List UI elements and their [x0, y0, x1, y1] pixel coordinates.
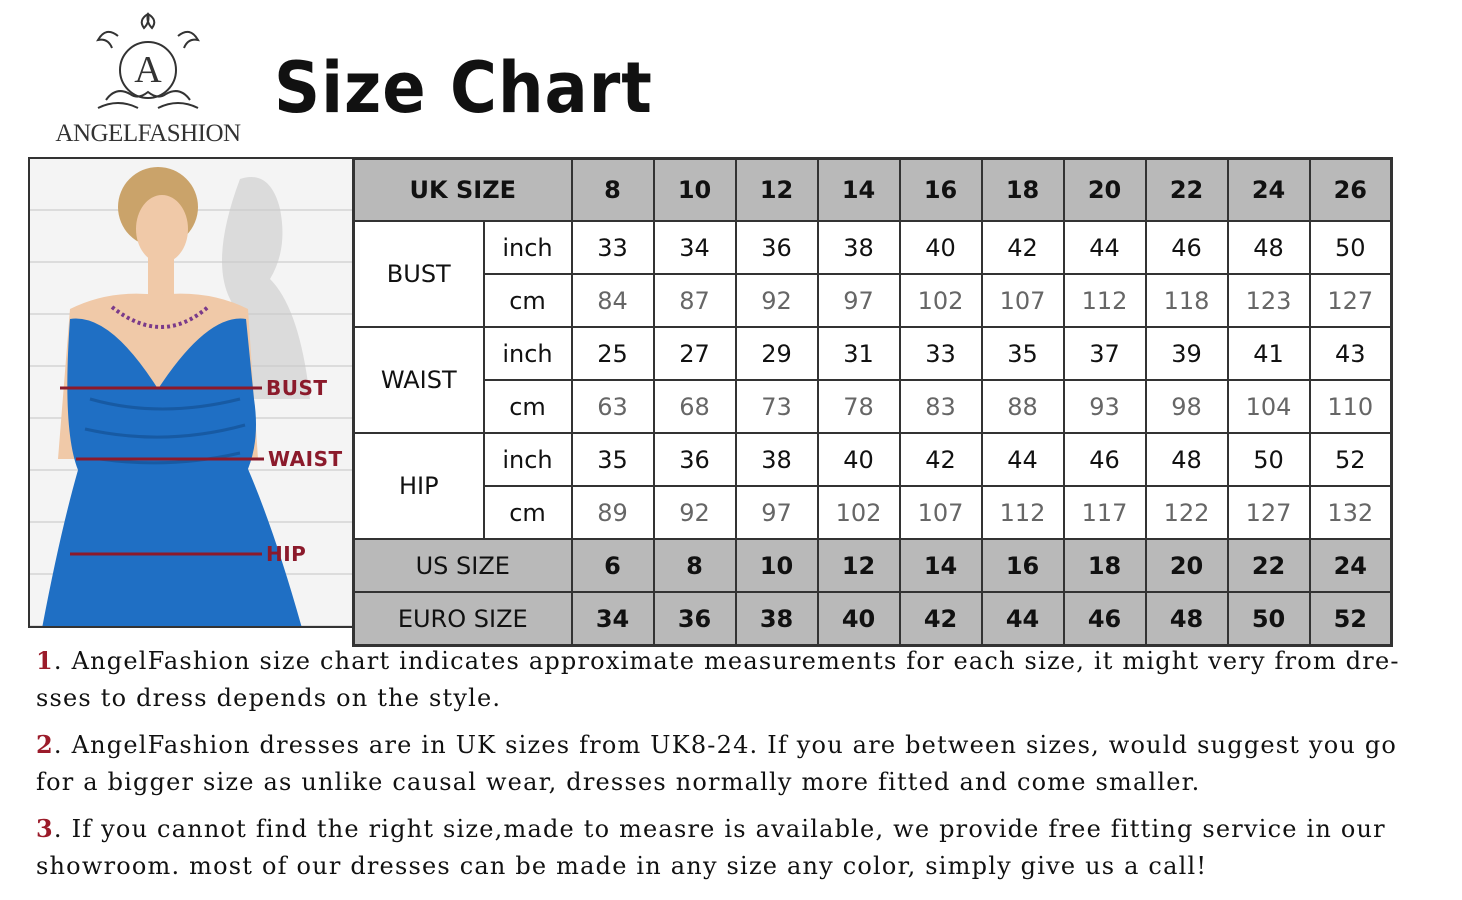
table-cell: 33 — [900, 327, 982, 380]
table-cell: 89 — [572, 486, 654, 539]
note-item — [36, 810, 1431, 885]
table-cell: 123 — [1228, 274, 1310, 327]
table-cell: 35 — [982, 327, 1064, 380]
table-cell: 40 — [900, 221, 982, 274]
table-cell: 52 — [1310, 592, 1392, 646]
waist-header: WAIST — [354, 327, 484, 433]
table-cell: 18 — [982, 159, 1064, 222]
monogram-letter: A — [134, 49, 162, 91]
hip-cm-row — [354, 486, 1392, 539]
table-cell: 40 — [818, 433, 900, 486]
table-cell: 40 — [818, 592, 900, 646]
table-cell: 34 — [654, 221, 736, 274]
note-text: . If you cannot find the right size,made to measre is available, we provide free fitting service in our showroom. most of our dresses can be made in any size any color, simply give us a call! — [36, 815, 1386, 880]
us-size-header: US SIZE — [354, 539, 572, 592]
hip-inch-row — [354, 433, 1392, 486]
table-cell: 31 — [818, 327, 900, 380]
us-size-row — [354, 539, 1392, 592]
table-cell: 46 — [1064, 592, 1146, 646]
table-cell: 16 — [900, 159, 982, 222]
table-cell: 18 — [1064, 539, 1146, 592]
table-cell: 110 — [1310, 380, 1392, 433]
table-cell: 14 — [900, 539, 982, 592]
table-cell: 107 — [982, 274, 1064, 327]
table-cell: 44 — [982, 592, 1064, 646]
table-cell: 92 — [654, 486, 736, 539]
uk-size-row — [354, 159, 1392, 222]
table-cell: 48 — [1146, 433, 1228, 486]
table-cell: 27 — [654, 327, 736, 380]
table-cell: 22 — [1228, 539, 1310, 592]
table-cell: 84 — [572, 274, 654, 327]
unit-label: cm — [484, 274, 572, 327]
bust-cm-row — [354, 274, 1392, 327]
table-cell: 42 — [982, 221, 1064, 274]
table-cell: 41 — [1228, 327, 1310, 380]
unit-label: inch — [484, 221, 572, 274]
waist-label: WAIST — [268, 447, 343, 471]
table-cell: 12 — [818, 539, 900, 592]
table-cell: 48 — [1146, 592, 1228, 646]
table-cell: 50 — [1228, 433, 1310, 486]
table-cell: 122 — [1146, 486, 1228, 539]
table-cell: 118 — [1146, 274, 1228, 327]
table-cell: 112 — [982, 486, 1064, 539]
table-cell: 73 — [736, 380, 818, 433]
table-cell: 10 — [654, 159, 736, 222]
table-cell: 36 — [654, 433, 736, 486]
table-cell: 38 — [818, 221, 900, 274]
page-title: Size Chart — [274, 48, 653, 130]
unit-label: inch — [484, 433, 572, 486]
table-cell: 42 — [900, 592, 982, 646]
hip-header: HIP — [354, 433, 484, 539]
table-cell: 37 — [1064, 327, 1146, 380]
note-text: . AngelFashion dresses are in UK sizes from UK8-24. If you are between sizes, would suggest you go for a bigger size as unlike causal wear, dresses normally more fitted and come smaller. — [36, 731, 1398, 796]
note-item — [36, 642, 1431, 717]
table-cell: 12 — [736, 159, 818, 222]
note-number: 3 — [36, 814, 54, 843]
table-cell: 92 — [736, 274, 818, 327]
bust-label: BUST — [266, 376, 328, 400]
table-cell: 36 — [654, 592, 736, 646]
size-notes — [36, 642, 1431, 894]
table-cell: 24 — [1310, 539, 1392, 592]
brand-name: ANGELFASHION — [55, 120, 241, 147]
table-cell: 42 — [900, 433, 982, 486]
bust-header: BUST — [354, 221, 484, 327]
table-cell: 43 — [1310, 327, 1392, 380]
waist-cm-row — [354, 380, 1392, 433]
table-cell: 39 — [1146, 327, 1228, 380]
table-cell: 88 — [982, 380, 1064, 433]
table-cell: 8 — [654, 539, 736, 592]
table-cell: 44 — [1064, 221, 1146, 274]
unit-label: cm — [484, 486, 572, 539]
table-cell: 102 — [818, 486, 900, 539]
euro-size-header: EURO SIZE — [354, 592, 572, 646]
note-number: 1 — [36, 646, 54, 675]
table-cell: 38 — [736, 592, 818, 646]
table-cell: 36 — [736, 221, 818, 274]
table-cell: 20 — [1064, 159, 1146, 222]
table-cell: 127 — [1310, 274, 1392, 327]
table-cell: 52 — [1310, 433, 1392, 486]
table-cell: 50 — [1310, 221, 1392, 274]
euro-size-row — [354, 592, 1392, 646]
note-item — [36, 726, 1431, 801]
table-cell: 34 — [572, 592, 654, 646]
unit-label: cm — [484, 380, 572, 433]
table-cell: 104 — [1228, 380, 1310, 433]
table-cell: 25 — [572, 327, 654, 380]
uk-size-header: UK SIZE — [354, 159, 572, 222]
table-cell: 93 — [1064, 380, 1146, 433]
waist-inch-row — [354, 327, 1392, 380]
table-cell: 33 — [572, 221, 654, 274]
table-cell: 24 — [1228, 159, 1310, 222]
table-cell: 97 — [736, 486, 818, 539]
table-cell: 117 — [1064, 486, 1146, 539]
table-cell: 46 — [1146, 221, 1228, 274]
table-cell: 63 — [572, 380, 654, 433]
table-cell: 68 — [654, 380, 736, 433]
table-cell: 87 — [654, 274, 736, 327]
table-cell: 97 — [818, 274, 900, 327]
table-cell: 14 — [818, 159, 900, 222]
table-cell: 48 — [1228, 221, 1310, 274]
table-cell: 44 — [982, 433, 1064, 486]
table-cell: 50 — [1228, 592, 1310, 646]
table-cell: 20 — [1146, 539, 1228, 592]
table-cell: 6 — [572, 539, 654, 592]
table-cell: 132 — [1310, 486, 1392, 539]
table-cell: 83 — [900, 380, 982, 433]
note-number: 2 — [36, 730, 54, 759]
table-cell: 107 — [900, 486, 982, 539]
table-cell: 26 — [1310, 159, 1392, 222]
table-cell: 29 — [736, 327, 818, 380]
table-cell: 8 — [572, 159, 654, 222]
unit-label: inch — [484, 327, 572, 380]
table-cell: 22 — [1146, 159, 1228, 222]
table-cell: 98 — [1146, 380, 1228, 433]
angel-crest-icon — [88, 8, 208, 123]
table-cell: 35 — [572, 433, 654, 486]
table-cell: 112 — [1064, 274, 1146, 327]
table-cell: 38 — [736, 433, 818, 486]
bust-inch-row — [354, 221, 1392, 274]
brand-logo — [38, 8, 258, 148]
table-cell: 78 — [818, 380, 900, 433]
model-figure — [28, 157, 352, 628]
table-cell: 102 — [900, 274, 982, 327]
size-table-body — [354, 159, 1392, 646]
table-cell: 16 — [982, 539, 1064, 592]
table-cell: 10 — [736, 539, 818, 592]
note-text: . AngelFashion size chart indicates approximate measurements for each size, it might very from dre- sses to dress depends on the style. — [36, 647, 1400, 712]
size-table — [352, 157, 1393, 647]
table-cell: 46 — [1064, 433, 1146, 486]
hip-label: HIP — [266, 542, 307, 566]
table-cell: 127 — [1228, 486, 1310, 539]
